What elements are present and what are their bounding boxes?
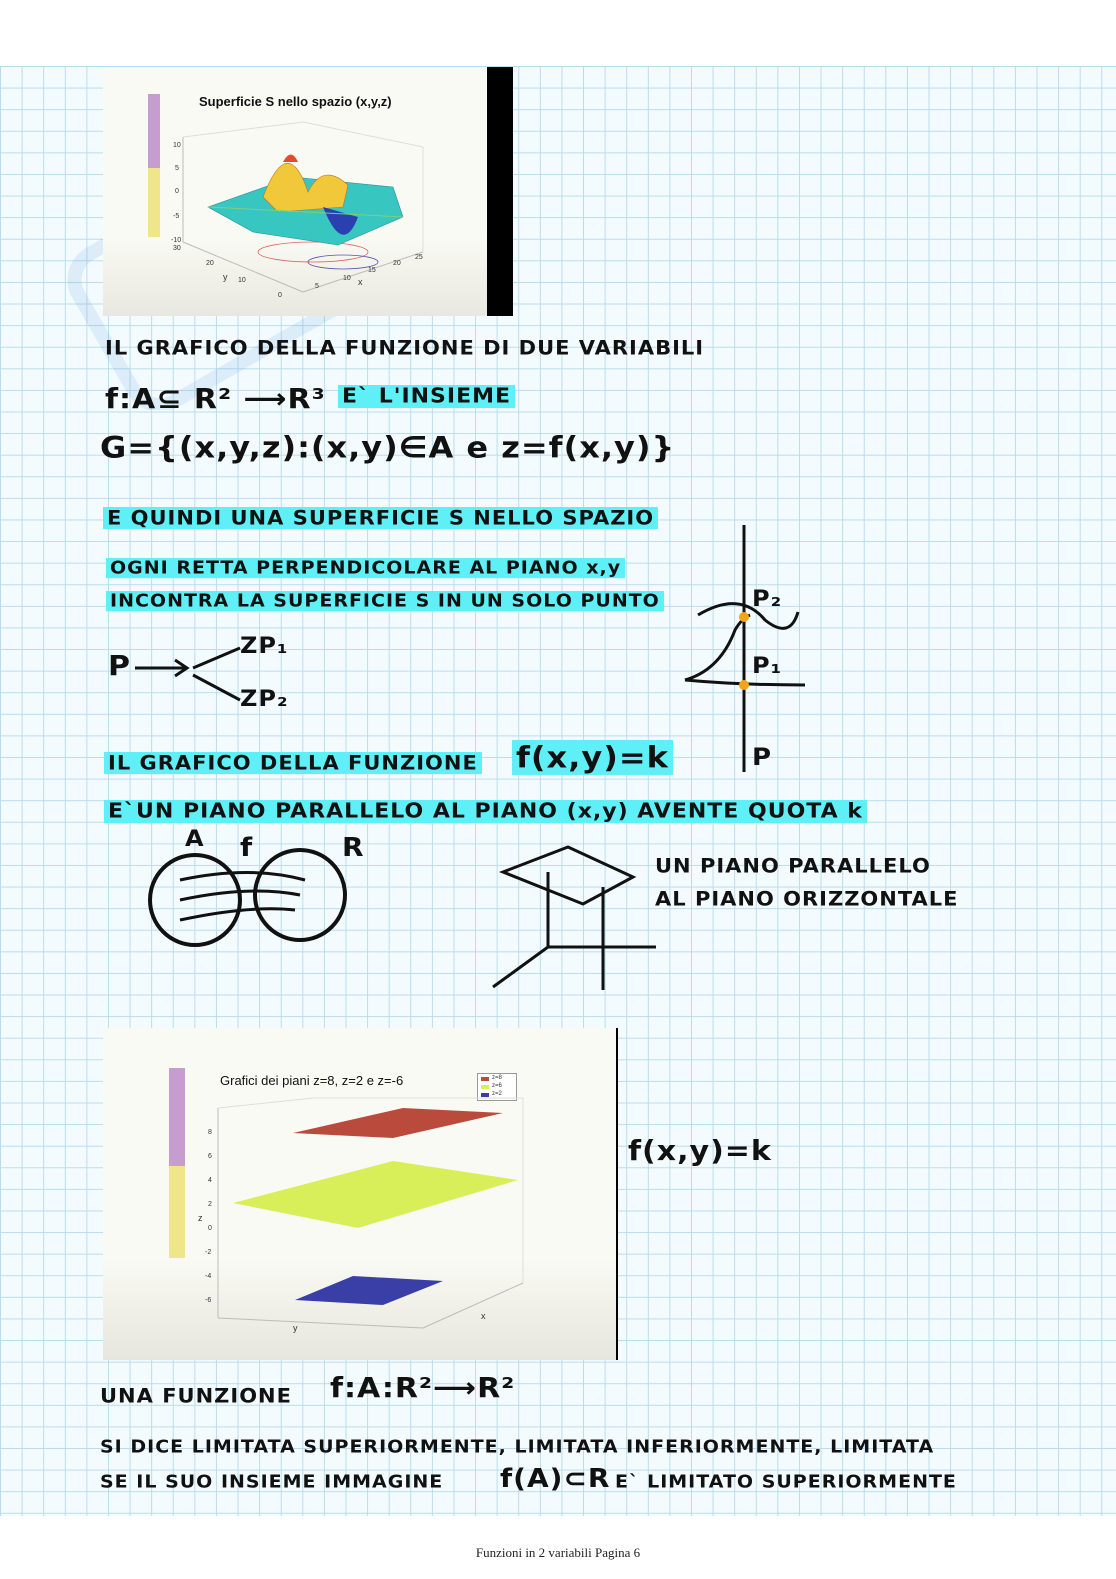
plane-sketch (488, 842, 668, 992)
z-tick: 4 (208, 1177, 212, 1184)
planes-plot (103, 1028, 616, 1360)
bottom-line-2: SI DICE LIMITATA SUPERIORMENTE, LIMITATA INFERIORMENTE, LIMITATA (100, 1437, 935, 1458)
z-tick: 0 (175, 188, 179, 195)
z-tick: -2 (205, 1249, 212, 1256)
x-tick: 10 (343, 275, 351, 282)
label-zp1: ZP₁ (240, 633, 289, 659)
x-tick: 5 (315, 283, 319, 290)
plane-z-6 (295, 1276, 443, 1305)
z-tick: 2 (208, 1201, 212, 1208)
x-axis-label: x (481, 1311, 486, 1321)
note-line-7: IL GRAFICO DELLA FUNZIONE (104, 752, 482, 774)
surface-plot (103, 67, 487, 316)
bottom-line-1: UNA FUNZIONE (100, 1385, 292, 1408)
surface-plot-screenshot (103, 67, 513, 316)
label-set-a: A (185, 826, 205, 852)
planes-plot-screenshot (103, 1028, 618, 1360)
label-set-f: f (240, 832, 254, 863)
note-line-7-formula: f(x,y)=k (512, 740, 673, 775)
y-tick: 20 (206, 260, 214, 267)
label-p2: P₂ (752, 586, 783, 612)
legend-item-3: z=2 (492, 1091, 502, 1097)
y-axis-label: y (293, 1323, 298, 1333)
z-axis-label: z (198, 1213, 203, 1223)
note-line-3: G={(x,y,z):(x,y)∈A e z=f(x,y)} (100, 430, 676, 465)
bottom-line-3-formula: f(A)⊂R (500, 1463, 611, 1494)
y-tick: 0 (278, 292, 282, 299)
plane-note-1: UN PIANO PARALLELO (655, 855, 931, 878)
note-line-8: E`UN PIANO PARALLELO AL PIANO (x,y) AVENTE QUOTA k (104, 800, 867, 823)
z-tick: 8 (208, 1129, 212, 1136)
note-line-2-highlight: E` L'INSIEME (338, 385, 515, 408)
legend-item-1: z=8 (492, 1075, 502, 1081)
y-axis-label: y (223, 272, 228, 282)
sets-mapping-sketch (140, 830, 370, 950)
y-tick: 30 (173, 245, 181, 252)
side-formula: f(x,y)=k (628, 1135, 772, 1168)
page-footer: Funzioni in 2 variabili Pagina 6 (475, 1545, 641, 1560)
z-tick: -5 (173, 213, 180, 220)
y-tick: 10 (238, 277, 246, 284)
note-line-5: OGNI RETTA PERPENDICOLARE AL PIANO x,y (106, 558, 625, 578)
label-p: P (108, 650, 131, 683)
note-line-4: E QUINDI UNA SUPERFICIE S NELLO SPAZIO (103, 507, 658, 529)
surface-plot-title: Superficie S nello spazio (x,y,z) (199, 94, 392, 109)
bottom-line-1-formula: f:A:R²⟶R² (330, 1372, 516, 1405)
planes-plot-title: Grafici dei piani z=8, z=2 e z=-6 (220, 1073, 404, 1088)
z-tick: 6 (208, 1153, 212, 1160)
z-tick: 0 (208, 1225, 212, 1232)
z-tick: -10 (171, 237, 182, 244)
plane-z2 (233, 1161, 518, 1228)
z-tick: -6 (205, 1297, 212, 1304)
z-tick: -4 (205, 1273, 212, 1280)
plane-z8 (293, 1108, 503, 1138)
z-tick: 5 (175, 165, 179, 172)
label-p1: P₁ (752, 653, 783, 679)
bottom-line-3a: SE IL SUO INSIEME IMMAGINE (100, 1472, 444, 1493)
note-line-2-formula: f:A⊆ R² ⟶R³ (105, 383, 326, 416)
note-line-1: IL GRAFICO DELLA FUNZIONE DI DUE VARIABILI (105, 337, 705, 360)
label-zp2: ZP₂ (240, 686, 289, 712)
bottom-line-3b: E` LIMITATO SUPERIORMENTE (615, 1472, 957, 1493)
label-p-axis: P (752, 744, 773, 772)
x-tick: 20 (393, 260, 401, 267)
x-tick: 25 (415, 254, 423, 261)
note-line-6: INCONTRA LA SUPERFICIE S IN UN SOLO PUNTO (106, 591, 664, 611)
plane-note-2: AL PIANO ORIZZONTALE (655, 888, 959, 911)
label-set-r: R (342, 832, 365, 863)
x-axis-label: x (358, 277, 363, 287)
perpendicular-line-sketch (680, 520, 820, 780)
legend-item-2: z=6 (492, 1083, 502, 1089)
x-tick: 15 (368, 267, 376, 274)
z-tick: 10 (173, 142, 181, 149)
